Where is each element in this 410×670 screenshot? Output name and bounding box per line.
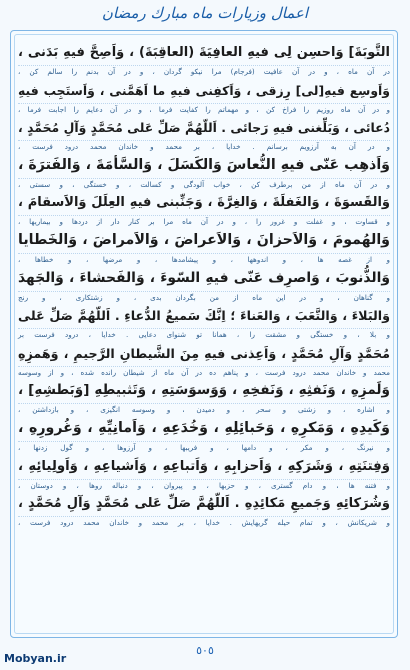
prayer-text-block [18,42,390,531]
text-line-12 [18,456,390,494]
text-line-13 [18,493,390,531]
persian-translation: محمد و خاندان محمد درود فرست ، و پناهم ده در آن ماه از شيطان رانده شده ، و از وسوسه [18,367,390,377]
arabic-line: وَكَيدِهِ ، وَمَكرِهِ ، وَحَبائِلِهِ ، وَخُدَعِهِ ، وَاَمانِيِّهِ ، وَغُرورِهِ ، [18,419,390,436]
text-line-9 [18,343,390,381]
text-line-3 [18,117,390,155]
persian-translation: و نيرنگ ، و مكر ، و دامها ، و فريبها ، و آرزوها ، و گول زدنها ، [18,442,390,452]
persian-translation: و اشاره ، و زشتى و سحر ، و دميدن ، و وسوسه انگيزى ، و بازداشتن ، [18,405,390,415]
arabic-line: وَاَوسِع فيهِ[لى] رِزقى ، وَاَكفِنى فيهِ ما اَهَمَّنى ، وَاَستَجِب فيهِ [18,82,390,98]
text-line-8 [18,305,390,343]
persian-translation: و گناهان ، و در اين ماه از من بگردان بدى ، و زشتكارى ، و رنج [18,292,390,302]
arabic-line: وَلَمزِهِ ، وَنَفثِهِ ، وَنَفخِهِ ، وَوَسوَسَتِهِ ، وَتَثبيطِهِ [وَبَطشِهِ] ، [18,382,390,399]
persian-translation: و در آن ماه از من برطرف كن ، خواب آلودگى و كسالت ، و خستگى ، و سستى ، [18,179,390,189]
persian-translation: و بلا ، و خستگى و مشقت را ، همانا تو شنواى دعايى . خدايا ، درود فرست بر [18,330,390,340]
text-line-11 [18,418,390,456]
text-line-10 [18,380,390,418]
arabic-line: وَالذُّنوبَ ، وَاصرِف عَنّى فيهِ السّوءَ ، وَالفَحشاءَ ، وَالجَهدَ [18,269,390,286]
persian-translation: و در آن ماه روزيم را فراخ كن ، و مهماتم را كفايت فرما ، و در آن دعايم را اجابت فرما ، [18,104,390,114]
text-line-1 [18,42,390,80]
persian-translation: در آن ماه ، و در آن عافيت (فرجام) مرا نيكو گردان ، و در آن بدنم را سالم كن ، [18,67,390,76]
arabic-line: مُحَمَّدٍ وَآلِ مُحَمَّدٍ ، وَاَعِذنى فيهِ مِنَ الشَّيطانِ الرَّجيمِ ، وَهَمزِهِ [18,345,390,361]
arabic-line: دُعائى ، وَبَلِّغنى فيهِ رَجائى . اَللّهُمَّ صَلِّ عَلى مُحَمَّدٍ وَآلِ مُحَمَّدٍ ، [18,120,390,136]
persian-translation: و قساوت ، و غفلت و غرور را ، و در آن ماه مرا بر كنار دار از دردها و بيماريها ، [18,217,390,227]
text-line-4 [18,155,390,193]
persian-translation: و فتنه ها ، و دام گسترى ، و حزبها ، و پيروان ، و دنباله روها ، و دوستان ، [18,480,390,490]
page-header-title: اعمال وزيارات ماه مبارك رمضان [101,4,309,22]
text-line-2 [18,80,390,118]
arabic-line: وَالقَسوَةَ ، وَالغَفلَةَ ، وَالغِرَّةَ ، وَجَنِّبنى فيهِ العِلَلَ وَالاَسقامَ ، [18,195,390,211]
text-line-5 [18,192,390,230]
arabic-line: وَالهُمومَ ، وَالاَحزانَ ، وَالاَعراضَ ، وَالاَمراضَ ، وَالخَطايا [18,231,390,248]
arabic-line: التَّوبَةَ] وَاحسِن لِى فيهِ العافِيَةَ (العاقِبَةَ) ، وَاَصِحَّ فيهِ بَدَنى ، [18,45,390,60]
text-line-7 [18,268,390,306]
persian-translation: و از غصه ها ، و اندوهها ، و پيشامدها ، و مرضها ، و خطاها ، [18,254,390,264]
persian-translation: و شريكانش ، و تمام حيله گريهايش . خدايا ، بر محمد و خاندان محمد درود فرست ، [18,518,390,528]
arabic-line: وَالبَلاءَ ، وَالتَّعَبَ ، وَالعَناءَ ؛ اِنَّكَ سَميعُ الدُّعاءِ . اَللّهُمَّ صَلِّ عَلى [18,308,390,324]
arabic-line: وَفِتنَتِهِ ، وَشَرَكِهِ ، وَاَحزابِهِ ، وَاَتباعِهِ ، وَاَشياعِهِ ، وَاَولِيائِهِ ، [18,458,390,474]
site-watermark: Mobyan.ir [4,652,67,665]
page-number: ٥٠٥ [196,644,214,657]
arabic-line: وَشُرَكائِهِ وَجَميعِ مَكائِدِهِ . اَللّهُمَّ صَلِّ عَلى مُحَمَّدٍ وَآلِ مُحَمَّدٍ ، [18,496,390,512]
persian-translation: و در آن به آرزويم برسانم . خدايا ، بر محمد و خاندان محمد درود فرست ، [18,142,390,152]
text-line-6 [18,230,390,268]
arabic-line: وَاَذهِب عَنّى فيهِ النُّعاسَ وَالكَسَلَ ، وَالسَّأمَةَ ، وَالفَترَةَ ، [18,156,390,173]
